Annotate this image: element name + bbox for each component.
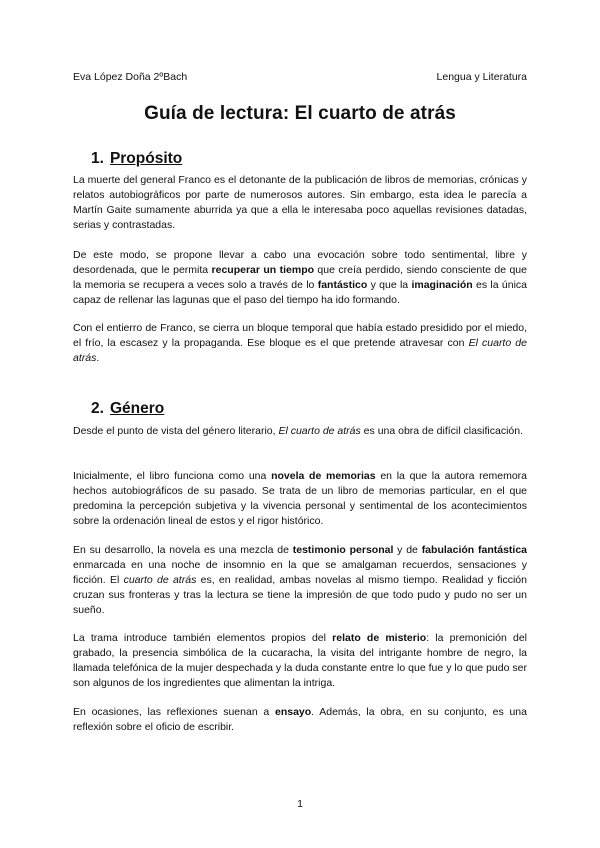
section-heading-proposito bbox=[91, 150, 182, 168]
header-author: Eva López Doña 2ºBach bbox=[73, 71, 188, 83]
paragraph-text: enmarcada en una noche de insomnio en la que se amalgaman recuerdos, sensaciones y ficción. El bbox=[73, 559, 527, 586]
header-subject: Lengua y Literatura bbox=[436, 71, 527, 83]
bold-term: imaginación bbox=[411, 279, 473, 291]
italic-title: El cuarto de atrás bbox=[73, 337, 527, 364]
paragraph-text: : la premonición del grabado, la presencia simbólica de la cucaracha, la visita del intrigante hombre de negro, la llamada telefónica de la mujer despechada y la duda constante entre lo que fue y lo que pudo ser son algunos de los ingredientes que alimentan la intriga. bbox=[73, 632, 527, 689]
paragraph-text: Desde el punto de vista del género literario, bbox=[73, 425, 279, 437]
paragraph-text: La muerte del general Franco es el detonante de la publicación de libros de memorias, crónicas y relatos autobiográficos por parte de numerosos autores. Sin embargo, esta idea le parecía a Martín Gaite sumamente aburrida ya que a ella le interesaba poco aquellas revisiones datadas, serias y contrastadas. bbox=[73, 174, 527, 231]
paragraph-text: Con el entierro de Franco, se cierra un bloque temporal que había estado presidido por el miedo, el frío, la escasez y la propaganda. Ese bloque es el que pretende atravesar con bbox=[73, 322, 527, 349]
section-number: 1. bbox=[91, 150, 104, 167]
bold-term: fantástico bbox=[317, 279, 368, 291]
bold-term: recuperar un tiempo bbox=[211, 264, 315, 276]
paragraph bbox=[73, 173, 527, 233]
paragraph-text: y de bbox=[393, 544, 422, 556]
section-number: 2. bbox=[91, 400, 104, 417]
paragraph-text: En ocasiones, las reflexiones suenan a bbox=[73, 706, 275, 718]
bold-term: relato de misterio bbox=[332, 632, 427, 644]
paragraph-text: De este modo, se propone llevar a cabo una evocación sobre todo sentimental, libre y desordenada, que le permita bbox=[73, 249, 527, 276]
paragraph bbox=[73, 631, 527, 691]
paragraph bbox=[73, 705, 527, 735]
section-heading-genero bbox=[91, 400, 164, 418]
italic-title: El cuarto de atrás bbox=[278, 425, 361, 437]
paragraph bbox=[73, 248, 527, 308]
page-header bbox=[73, 71, 527, 83]
paragraph-text: es una obra de difícil clasificación. bbox=[360, 425, 524, 437]
paragraph-text: y que la bbox=[367, 279, 412, 291]
paragraph-text: . Además, la obra, en su conjunto, es una reflexión sobre el oficio de escribir. bbox=[73, 706, 527, 733]
bold-term: testimonio personal bbox=[292, 544, 394, 556]
paragraph-text: es la única capaz de rellenar las lagunas que el paso del tiempo ha ido formando. bbox=[73, 279, 527, 306]
section-title: Propósito bbox=[109, 150, 183, 167]
paragraph bbox=[73, 321, 527, 366]
paragraph-text: La trama introduce también elementos propios del bbox=[73, 632, 333, 644]
page-number: 1 bbox=[297, 798, 303, 810]
section-title: Género bbox=[109, 400, 165, 417]
bold-term: ensayo bbox=[274, 706, 312, 718]
paragraph-text: En su desarrollo, la novela es una mezcla de bbox=[73, 544, 293, 556]
paragraph bbox=[73, 543, 527, 618]
bold-term: fabulación fantástica bbox=[421, 544, 528, 556]
document-title: Guía de lectura: El cuarto de atrás bbox=[144, 103, 456, 124]
paragraph-text: . bbox=[96, 352, 100, 364]
paragraph-text: Inicialmente, el libro funciona como una bbox=[73, 470, 272, 482]
italic-title: cuarto de atrás bbox=[123, 574, 197, 586]
paragraph bbox=[73, 469, 527, 529]
paragraph-text: que creía perdido, siendo consciente de que la memoria se recupera a veces solo a través de lo bbox=[73, 264, 527, 291]
paragraph-text: es, en realidad, ambas novelas al mismo tiempo. Realidad y ficción cruzan sus fronteras y tras la lectura se tiene la impresión de que todo pudo y pudo no ser un sueño. bbox=[73, 574, 527, 616]
paragraph-text: en la que la autora rememora hechos autobiográficos de su pasado. Se trata de un libro de memorias particular, en el que predomina la percepción subjetiva y la vivencia personal y sentimental de los acontecimientos sobre la ordenación lineal de estos y el rigor histórico. bbox=[73, 470, 528, 527]
bold-term: novela de memorias bbox=[271, 470, 376, 482]
paragraph bbox=[73, 424, 527, 439]
